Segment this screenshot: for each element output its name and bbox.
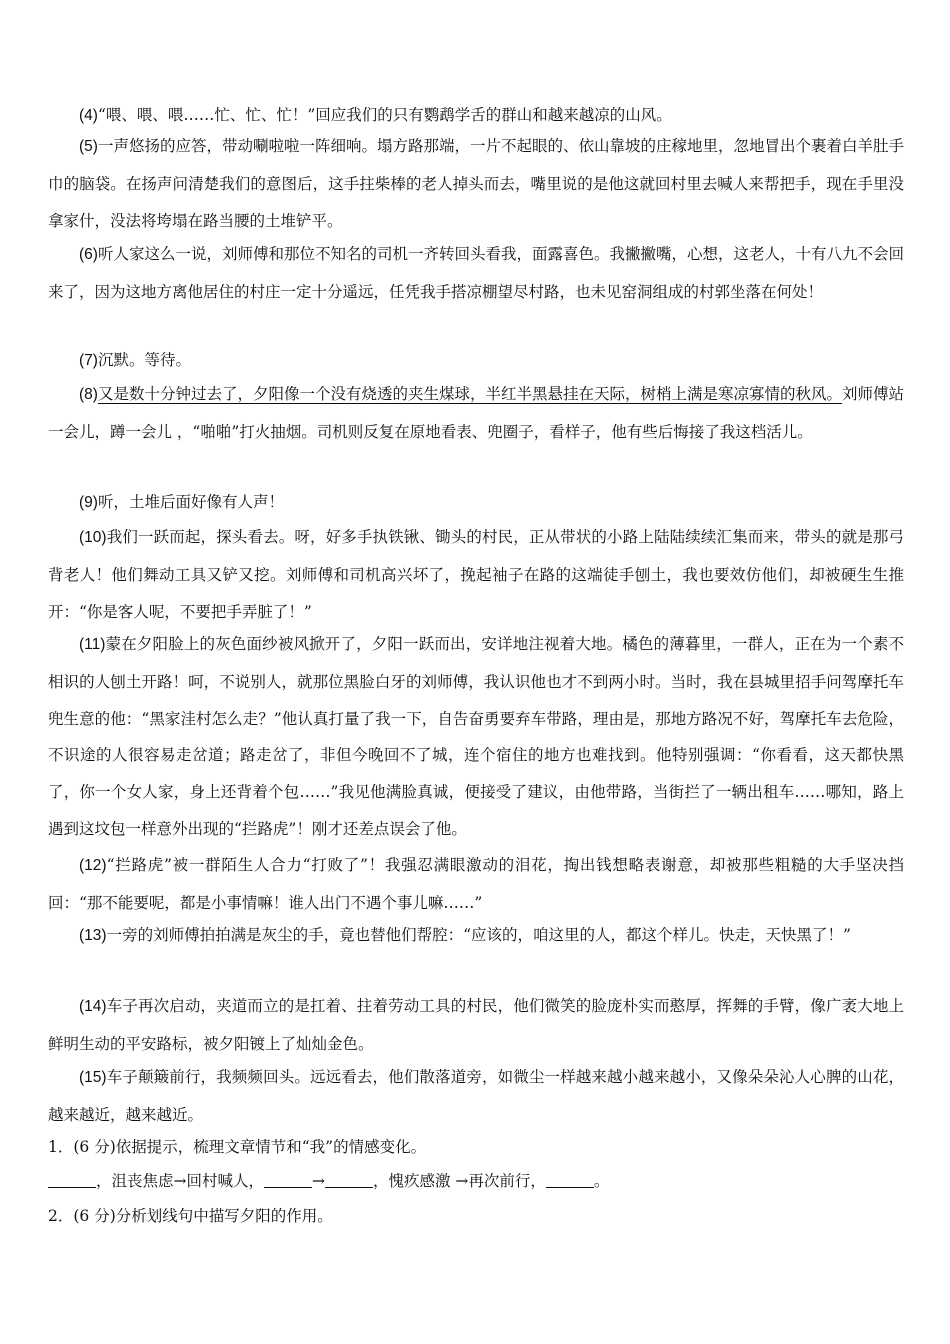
paragraph-15: (15)车子颠簸前行，我频频回头。远远看去，他们散落道旁，如微尘一样越来越小越来越小，又像朵朵沁人心脾的山花，越来越近，越来越近。: [48, 1068, 904, 1124]
paragraph-12: (12)“拦路虎”被一群陌生人合力“打败了”！我强忍满眼激动的泪花，掏出钱想略表谢意，却被那些粗糙的大手坚决挡回：“那不能要呢，都是小事情嘛！谁人出门不遇个事儿嘛……”: [48, 856, 904, 912]
paragraph-5: (5)一声悠扬的应答，带动唰啦啦一阵细响。塌方路那端，一片不起眼的、依山靠坡的庄稼地里，忽地冒出个裹着白羊肚手巾的脑袋。在扬声问清楚我们的意图后，这手拄柴棒的老人掉头而去，嘴里说的是他这就回村里去喊人来帮把手，现在手里没拿家什，没法将垮塌在路当腰的土堆铲平。: [48, 137, 904, 230]
paragraph-8: (8)又是数十分钟过去了，夕阳像一个没有烧透的夹生煤球，半红半黑悬挂在天际，树梢上满是寒凉寡情的秋风。刘师傅站一会儿，蹲一会儿 ，“啪啪”打火抽烟。司机则反复在原地看表、兜圈子，看样子，他有些后悔接了我这档活儿。: [48, 385, 904, 441]
underlined-sentence: 又是数十分钟过去了，夕阳像一个没有烧透的夹生煤球，半红半黑悬挂在天际，树梢上满是寒凉寡情的秋风。: [97, 385, 842, 403]
paragraph-10: (10)我们一跃而起，探头看去。呀，好多手执铁锹、锄头的村民，正从带状的小路上陆陆续续汇集而来，带头的就是那弓背老人！他们舞动工具又铲又挖。刘师傅和司机高兴坏了，挽起袖子在路的这端徒手刨土，我也要效仿他们，却被硬生生推开：“你是客人呢，不要把手弄脏了！”: [48, 528, 904, 621]
answer-blank-3[interactable]: [325, 1169, 373, 1188]
paragraph-7: (7)沉默。等待。: [79, 351, 191, 369]
paragraph-9: (9)听，土堆后面好像有人声！: [79, 493, 284, 511]
paragraph-13: (13)一旁的刘师傅拍拍满是灰尘的手，竟也替他们帮腔：“应该的，咱这里的人，都这个样儿。快走，天快黑了！”: [79, 926, 851, 944]
question-1-answer-chain: ，沮丧焦虑→回村喊人， → ，愧疚感激 →再次前行， 。: [48, 1163, 904, 1200]
paragraph-14: (14)车子再次启动，夹道而立的是扛着、拄着劳动工具的村民，他们微笑的脸庞朴实而憨厚，挥舞的手臂，像广袤大地上鲜明生动的平安路标，被夕阳镀上了灿灿金色。: [48, 997, 904, 1053]
answer-blank-4[interactable]: [546, 1169, 594, 1188]
question-2: 2．(6 分)分析划线句中描写夕阳的作用。: [48, 1207, 333, 1225]
paragraph-11: (11)蒙在夕阳脸上的灰色面纱被风掀开了，夕阳一跃而出，安详地注视着大地。橘色的薄暮里，一群人，正在为一个素不相识的人刨土开路！呵，不说别人，就那位黑脸白牙的刘师傅，我认识他也才不到两小时。当时，我在县城里招手问驾摩托车兜生意的他：“黑家洼村怎么走？”他认真打量了我一下，自告奋勇要弃车带路，理由是，那地方路况不好，驾摩托车去危险，不识途的人很容易走岔道；路走岔了，非但今晚回不了城，连个宿住的地方也难找到。他特别强调：“你看看，这天都快黑了，你一个女人家，身上还背着个包……”我见他满脸真诚，便接受了建议，由他带路，当街拦了一辆出租车……哪知，路上遇到这坟包一样意外出现的“拦路虎”！刚才还差点误会了他。: [48, 635, 904, 838]
answer-blank-2[interactable]: [264, 1169, 312, 1188]
paragraph-4: (4)“喂、喂、喂……忙、忙、忙！”回应我们的只有鹦鹉学舌的群山和越来越凉的山风。: [79, 106, 672, 124]
question-1: 1．(6 分)依据提示，梳理文章情节和“我”的情感变化。: [48, 1138, 427, 1156]
answer-blank-1[interactable]: [48, 1169, 96, 1188]
paragraph-6: (6)听人家这么一说，刘师傅和那位不知名的司机一齐转回头看我，面露喜色。我撇撇嘴，心想，这老人，十有八九不会回来了，因为这地方离他居住的村庄一定十分遥远，任凭我手搭凉棚望尽村路，也未见窑洞组成的村郭坐落在何处！: [48, 245, 904, 301]
